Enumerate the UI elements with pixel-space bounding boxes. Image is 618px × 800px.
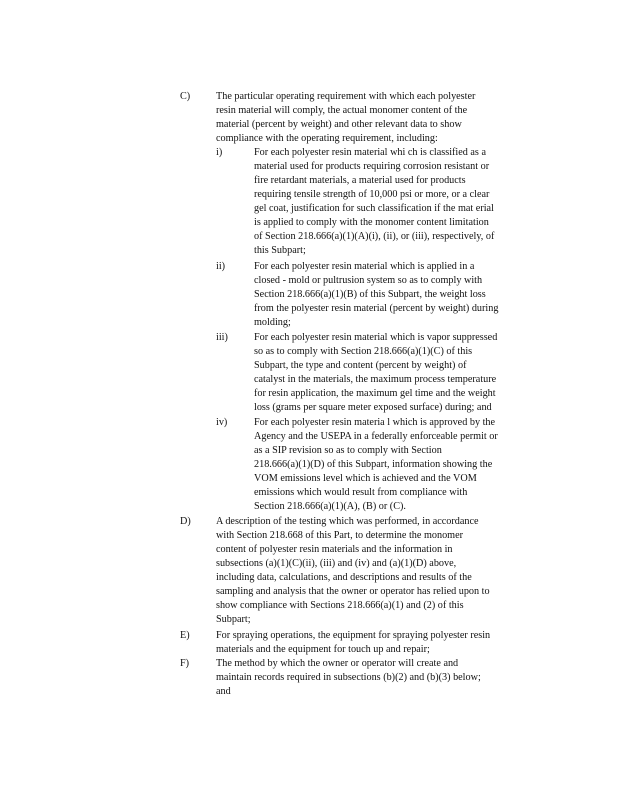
- sub-item-text: [254, 331, 539, 415]
- text-line: compliance with the operating requirement, including:: [216, 133, 438, 144]
- text-line: including data, calculations, and descriptions and results of the: [216, 572, 472, 583]
- text-line: as a SIP revision so as to comply with Section: [254, 445, 442, 456]
- text-line: sampling and analysis that the owner or operator has relied upon to: [216, 586, 490, 597]
- text-line: content of polyester resin materials and the information in: [216, 544, 453, 555]
- sub-item-text: [254, 146, 539, 258]
- text-line: 218.666(a)(1)(D) of this Subpart, information showing the: [254, 459, 493, 470]
- text-line: of Section 218.666(a)(1)(A)(i), (ii), or (iii), respectively, of: [254, 231, 495, 242]
- text-line: loss (grams per square meter exposed surface) during; and: [254, 402, 492, 413]
- text-line: Subpart, the type and content (percent by weight) of: [254, 360, 467, 371]
- sub-item-text: [254, 416, 539, 514]
- text-line: requiring tensile strength of 10,000 psi or more, or a clear: [254, 189, 490, 200]
- text-line: material (percent by weight) and other relevant data to show: [216, 119, 462, 130]
- text-line: A description of the testing which was performed, in accordance: [216, 516, 479, 527]
- text-line: this Subpart;: [254, 245, 306, 256]
- text-line: closed - mold or pultrusion system so as to comply with: [254, 275, 483, 286]
- text-line: catalyst in the materials, the maximum process temperature: [254, 374, 497, 385]
- item-label: F): [180, 658, 190, 669]
- text-line: material used for products requiring corrosion resistant or: [254, 161, 490, 172]
- text-line: Agency and the USEPA in a federally enforceable permit or: [254, 431, 498, 442]
- text-line: The method by which the owner or operator will create and: [216, 658, 459, 669]
- text-line: is applied to comply with the monomer content limitation: [254, 217, 489, 228]
- item-text: [216, 90, 516, 146]
- text-line: Section 218.666(a)(1)(A), (B) or (C).: [254, 501, 406, 512]
- text-line: The particular operating requirement with which each polyester: [216, 91, 476, 102]
- text-line: gel coat, justification for such classification if the mat erial: [254, 203, 494, 214]
- text-line: so as to comply with Section 218.666(a)(1)(C) of this: [254, 346, 473, 357]
- sub-item-label: iii): [216, 332, 228, 343]
- item-text: [216, 657, 541, 699]
- item-label: C): [180, 91, 191, 102]
- sub-item-label: i): [216, 147, 223, 158]
- text-line: maintain records required in subsections (b)(2) and (b)(3) below;: [216, 672, 481, 683]
- text-line: materials and the equipment for touch up and repair;: [216, 644, 430, 655]
- item-text: [216, 629, 541, 657]
- text-line: VOM emissions level which is achieved and the VOM: [254, 473, 477, 484]
- text-line: and: [216, 686, 231, 697]
- text-line: Section 218.666(a)(1)(B) of this Subpart, the weight loss: [254, 289, 486, 300]
- text-line: For each polyester resin material whi ch is classified as a: [254, 147, 486, 158]
- text-line: from the polyester resin material (percent by weight) during: [254, 303, 499, 314]
- text-line: For each polyester resin material which is applied in a: [254, 261, 475, 272]
- text-line: resin material will comply, the actual monomer content of the: [216, 105, 468, 116]
- text-line: for resin application, the maximum gel time and the weight: [254, 388, 496, 399]
- sub-item-label: iv): [216, 417, 228, 428]
- text-line: subsections (a)(1)(C)(ii), (iii) and (iv) and (a)(1)(D) above,: [216, 558, 457, 569]
- text-line: fire retardant materials, a material used for products: [254, 175, 466, 186]
- item-text: [216, 515, 541, 627]
- item-label: E): [180, 630, 190, 641]
- text-line: For each polyester resin material which is vapor suppressed: [254, 332, 498, 343]
- sub-item-label: ii): [216, 261, 226, 272]
- text-line: For spraying operations, the equipment for spraying polyester resin: [216, 630, 491, 641]
- text-line: For each polyester resin materia l which is approved by the: [254, 417, 496, 428]
- text-line: with Section 218.668 of this Part, to determine the monomer: [216, 530, 464, 541]
- text-line: Subpart;: [216, 614, 251, 625]
- item-label: D): [180, 516, 191, 527]
- text-line: show compliance with Sections 218.666(a)(1) and (2) of this: [216, 600, 464, 611]
- text-line: emissions which would result from compliance with: [254, 487, 468, 498]
- sub-item-text: [254, 260, 539, 330]
- text-line: molding;: [254, 317, 291, 328]
